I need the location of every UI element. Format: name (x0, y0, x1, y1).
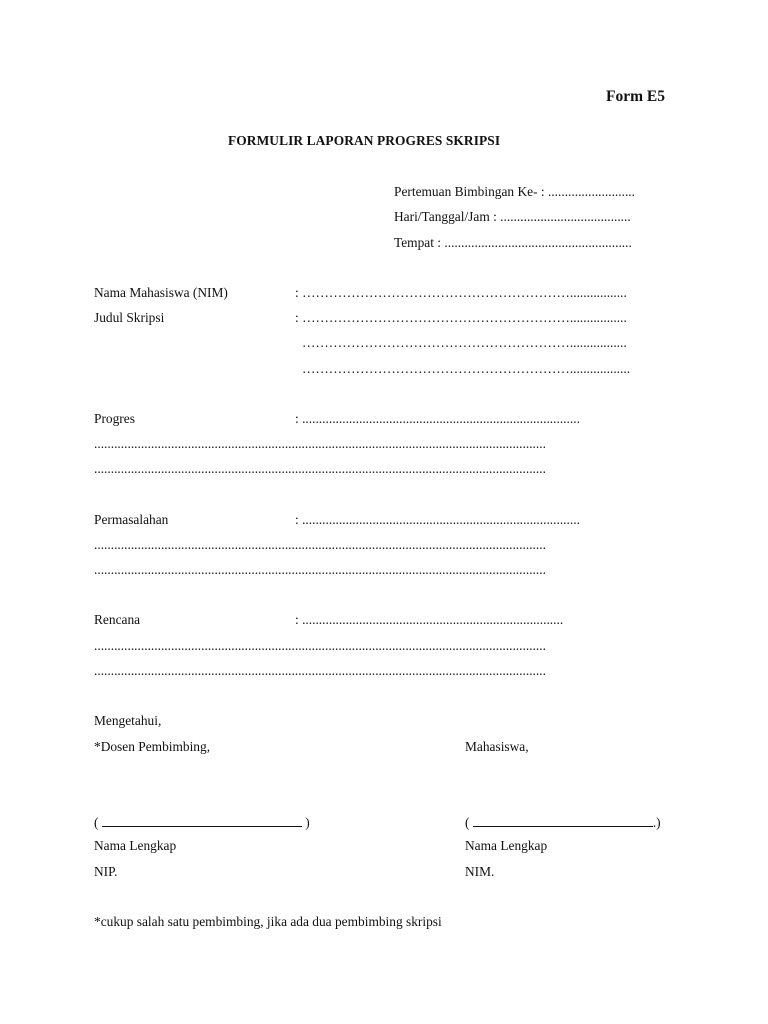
signature-underline (473, 814, 653, 827)
student-name-label: Nama Mahasiswa (NIM) (94, 285, 228, 300)
supervisor-full-name-label: Nama Lengkap (94, 838, 177, 853)
progress-field: : ................................................................................... (295, 411, 580, 426)
form-code: Form E5 (606, 88, 665, 105)
student-nim-label: NIM. (465, 864, 495, 879)
meeting-place-field: Tempat : ........................................................ (394, 235, 632, 250)
signature-close-paren: ) (305, 815, 310, 830)
problems-field: : ................................................................................... (295, 512, 580, 527)
form-title: FORMULIR LAPORAN PROGRES SKRIPSI (228, 133, 501, 148)
supervisor-signature-line (94, 814, 310, 831)
acknowledged-label: Mengetahui, (94, 713, 162, 728)
problems-label: Permasalahan (94, 512, 169, 527)
progress-line-2: ....................................................................................................................................... (94, 436, 546, 451)
plan-field: : .............................................................................. (295, 612, 564, 627)
progress-label: Progres (94, 411, 135, 426)
plan-line-3: ....................................................................................................................................... (94, 663, 546, 678)
thesis-title-line-3: …………………………………………………….................. (302, 361, 631, 376)
thesis-title-label: Judul Skripsi (94, 310, 165, 325)
student-full-name-label: Nama Lengkap (465, 838, 548, 853)
progress-line-3: ....................................................................................................................................... (94, 461, 546, 476)
thesis-title-field: : ……………………………………………………................. (295, 310, 627, 325)
meeting-number-field: Pertemuan Bimbingan Ke- : .......................... (394, 184, 635, 199)
meeting-date-field: Hari/Tanggal/Jam : ....................................... (394, 209, 631, 224)
thesis-title-line-2: ……………………………………………………................. (302, 335, 627, 350)
plan-line-2: ....................................................................................................................................... (94, 638, 546, 653)
problems-line-3: ....................................................................................................................................... (94, 562, 546, 577)
problems-line-2: ....................................................................................................................................... (94, 537, 546, 552)
student-signature-line (465, 814, 661, 831)
footnote: *cukup salah satu pembimbing, jika ada dua pembimbing skripsi (94, 914, 442, 929)
student-name-field: : ……………………………………………………................. (295, 285, 627, 300)
signature-open-paren: ( (94, 815, 99, 830)
supervisor-nip-label: NIP. (94, 864, 118, 879)
supervisor-label: *Dosen Pembimbing, (94, 739, 211, 754)
signature-open-paren: ( (465, 815, 470, 830)
student-label: Mahasiswa, (465, 739, 529, 754)
signature-close-paren: .) (652, 815, 661, 830)
signature-underline (102, 814, 302, 827)
plan-label: Rencana (94, 612, 141, 627)
